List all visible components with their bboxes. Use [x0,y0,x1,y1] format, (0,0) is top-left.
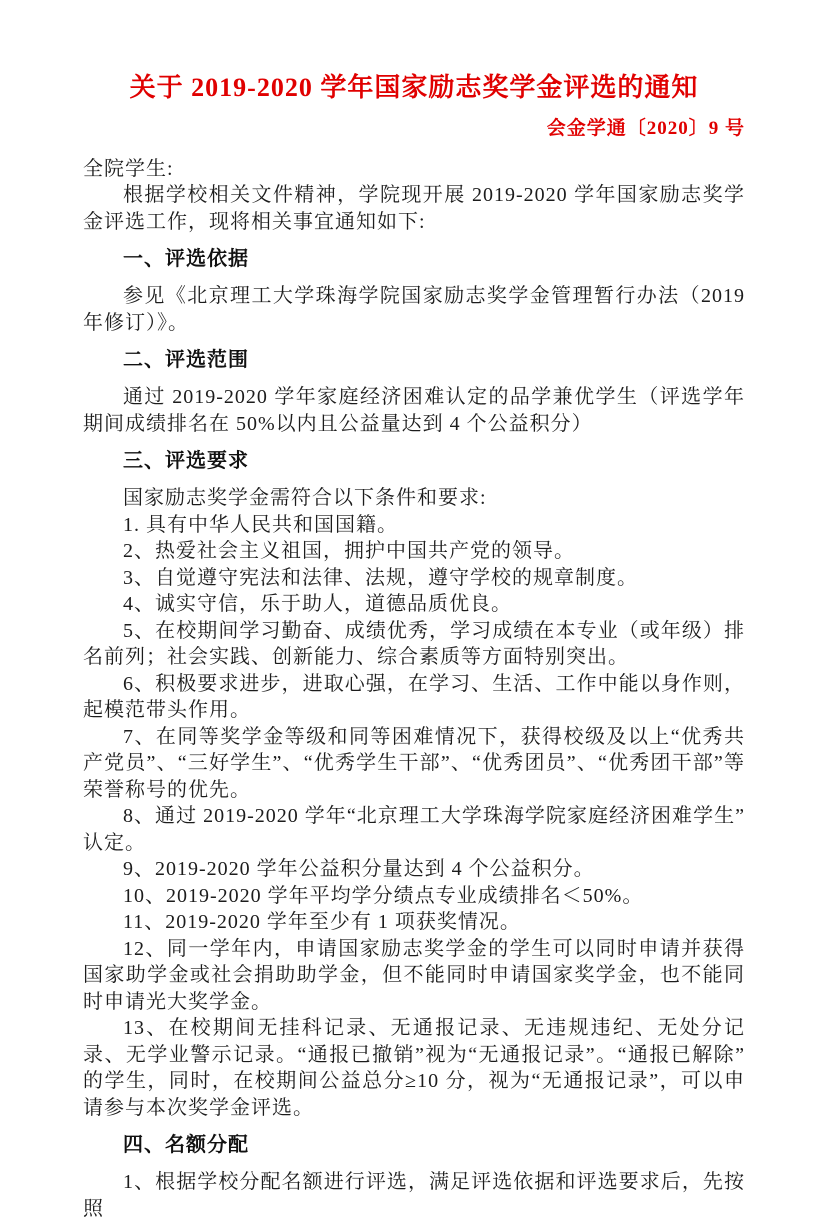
section-3-paragraph-11: 10、2019-2020 学年平均学分绩点专业成绩排名＜50%。 [123,884,644,907]
section-3-paragraph-3: 2、热爱社会主义祖国，拥护中国共产党的领导。 [123,540,575,562]
section-2-paragraph-1: 通过 2019-2020 学年家庭经济困难认定的品学兼优学生（评选学年期间成绩排名在 50%以内且公益量达到 4 个公益积分） [83,386,745,435]
section-heading-4: 四、名额分配 [123,1134,249,1156]
document-number: 会金学通〔2020〕9 号 [546,118,745,139]
section-3-paragraph-10: 9、2019-2020 学年公益积分量达到 4 个公益积分。 [123,858,595,880]
section-3-paragraph-9: 8、通过 2019-2020 学年“北京理工大学珠海学院家庭经济困难学生”认定。 [83,805,745,854]
section-1-paragraph-1: 参见《北京理工大学珠海学院国家励志奖学金管理暂行办法（2019 年修订）》。 [83,285,745,334]
document-title: 关于 2019-2020 学年国家励志奖学金评选的通知 [129,73,699,102]
section-3-paragraph-13: 12、同一学年内，申请国家励志奖学金的学生可以同时申请并获得国家助学金或社会捐助助学金，但不能同时申请国家奖学金，也不能同时申请光大奖学金。 [83,937,745,1013]
sections-container [83,246,745,1222]
section-3-paragraph-8: 7、在同等奖学金等级和同等困难情况下，获得校级及以上“优秀共产党员”、“三好学生”、“优秀学生干部”、“优秀团员”、“优秀团干部”等荣誉称号的优先。 [83,725,745,801]
section-3-paragraph-2: 1. 具有中华人民共和国国籍。 [123,513,398,536]
salutation: 全院学生: [83,158,174,180]
section-heading-3: 三、评选要求 [123,450,249,472]
section-heading-1: 一、评选依据 [123,248,249,270]
section-4-paragraph-1: 1、根据学校分配名额进行评选，满足评选依据和评选要求后，先按照 [83,1171,745,1220]
section-3-paragraph-14: 13、在校期间无挂科记录、无通报记录、无违规违纪、无处分记录、无学业警示记录。“通报已撤销”视为“无通报记录”。“通报已解除”的学生，同时，在校期间公益总分≥10 分，视为“无通报记录”，可以申请参与本次奖学金评选。 [83,1017,745,1119]
section-3-paragraph-7: 6、积极要求进步，进取心强，在学习、生活、工作中能以身作则，起模范带头作用。 [83,672,745,721]
intro-paragraph: 根据学校相关文件精神，学院现开展 2019-2020 学年国家励志奖学金评选工作，现将相关事宜通知如下: [83,184,745,233]
section-3-paragraph-1: 国家励志奖学金需符合以下条件和要求: [123,487,487,509]
section-3-paragraph-6: 5、在校期间学习勤奋、成绩优秀，学习成绩在本专业（或年级）排名前列；社会实践、创新能力、综合素质等方面特别突出。 [83,619,745,668]
section-3-paragraph-5: 4、诚实守信，乐于助人，道德品质优良。 [123,593,512,615]
section-3-paragraph-12: 11、2019-2020 学年至少有 1 项获奖情况。 [123,911,521,933]
section-heading-2: 二、评选范围 [123,349,249,371]
section-3-paragraph-4: 3、自觉遵守宪法和法律、法规，遵守学校的规章制度。 [123,566,638,589]
